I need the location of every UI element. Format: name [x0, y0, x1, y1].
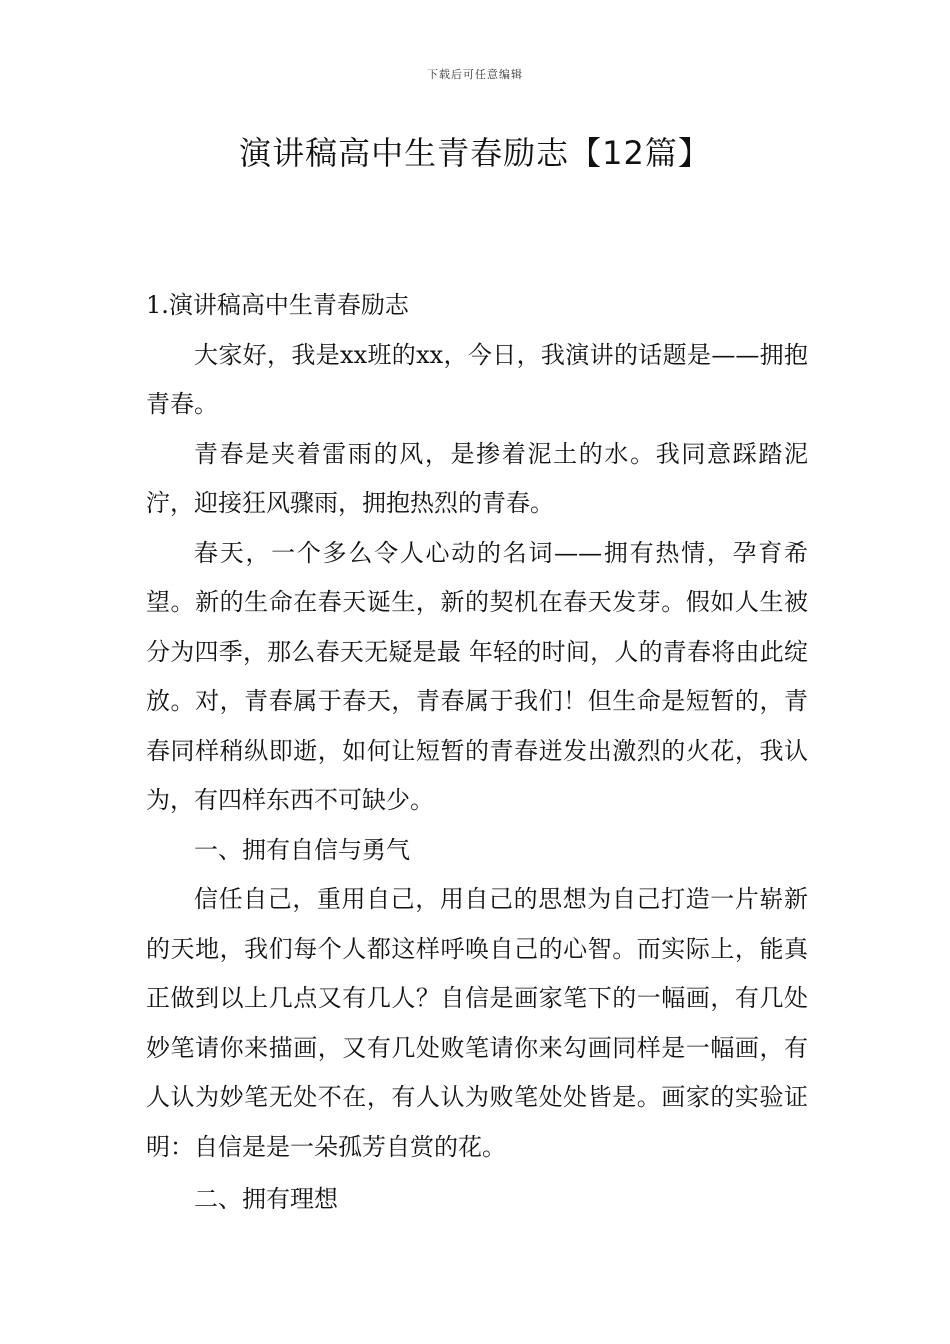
- paragraph-youth-wind: 青春是夹着雷雨的风，是掺着泥土的水。我同意踩踏泥泞，迎接狂风骤雨，拥抱热烈的青春。: [146, 439, 808, 517]
- paragraph-greeting: 大家好，我是xx班的xx，今日，我演讲的话题是——拥抱青春。: [146, 340, 808, 418]
- paragraph-trust-yourself: 信任自己，重用自己，用自己的思想为自己打造一片崭新的天地，我们每个人都这样呼唤自己的心智。而实际上，能真正做到以上几点又有几人？自信是画家笔下的一幅画，有几处妙笔请你来描画，又有几处败笔请你来勾画同样是一幅画，有人认为妙笔无处不在，有人认为败笔处处皆是。画家的实验证明：自信是是一朵孤芳自赏的花。: [146, 885, 808, 1161]
- section-heading: 1.演讲稿高中生青春励志: [146, 291, 409, 319]
- subheading-ideals: 二、拥有理想: [194, 1185, 338, 1213]
- subheading-confidence: 一、拥有自信与勇气: [194, 835, 410, 864]
- page-header-note: 下载后可任意编辑: [427, 68, 523, 81]
- paragraph-spring: 春天，一个多么令人心动的名词——拥有热情，孕育希望。新的生命在春天诞生，新的契机在春天发芽。假如人生被分为四季，那么春天无疑是最 年轻的时间，人的青春将由此绽放。对，青春属于春天，青春属于我们！但生命是短暂的，青春同样稍纵即逝，如何让短暂的青春迸发出激烈的火花，我认为，有四样东西不可缺少。: [146, 538, 808, 814]
- document-title: 演讲稿高中生青春励志【12篇】: [239, 134, 711, 172]
- document-body: [146, 281, 808, 1225]
